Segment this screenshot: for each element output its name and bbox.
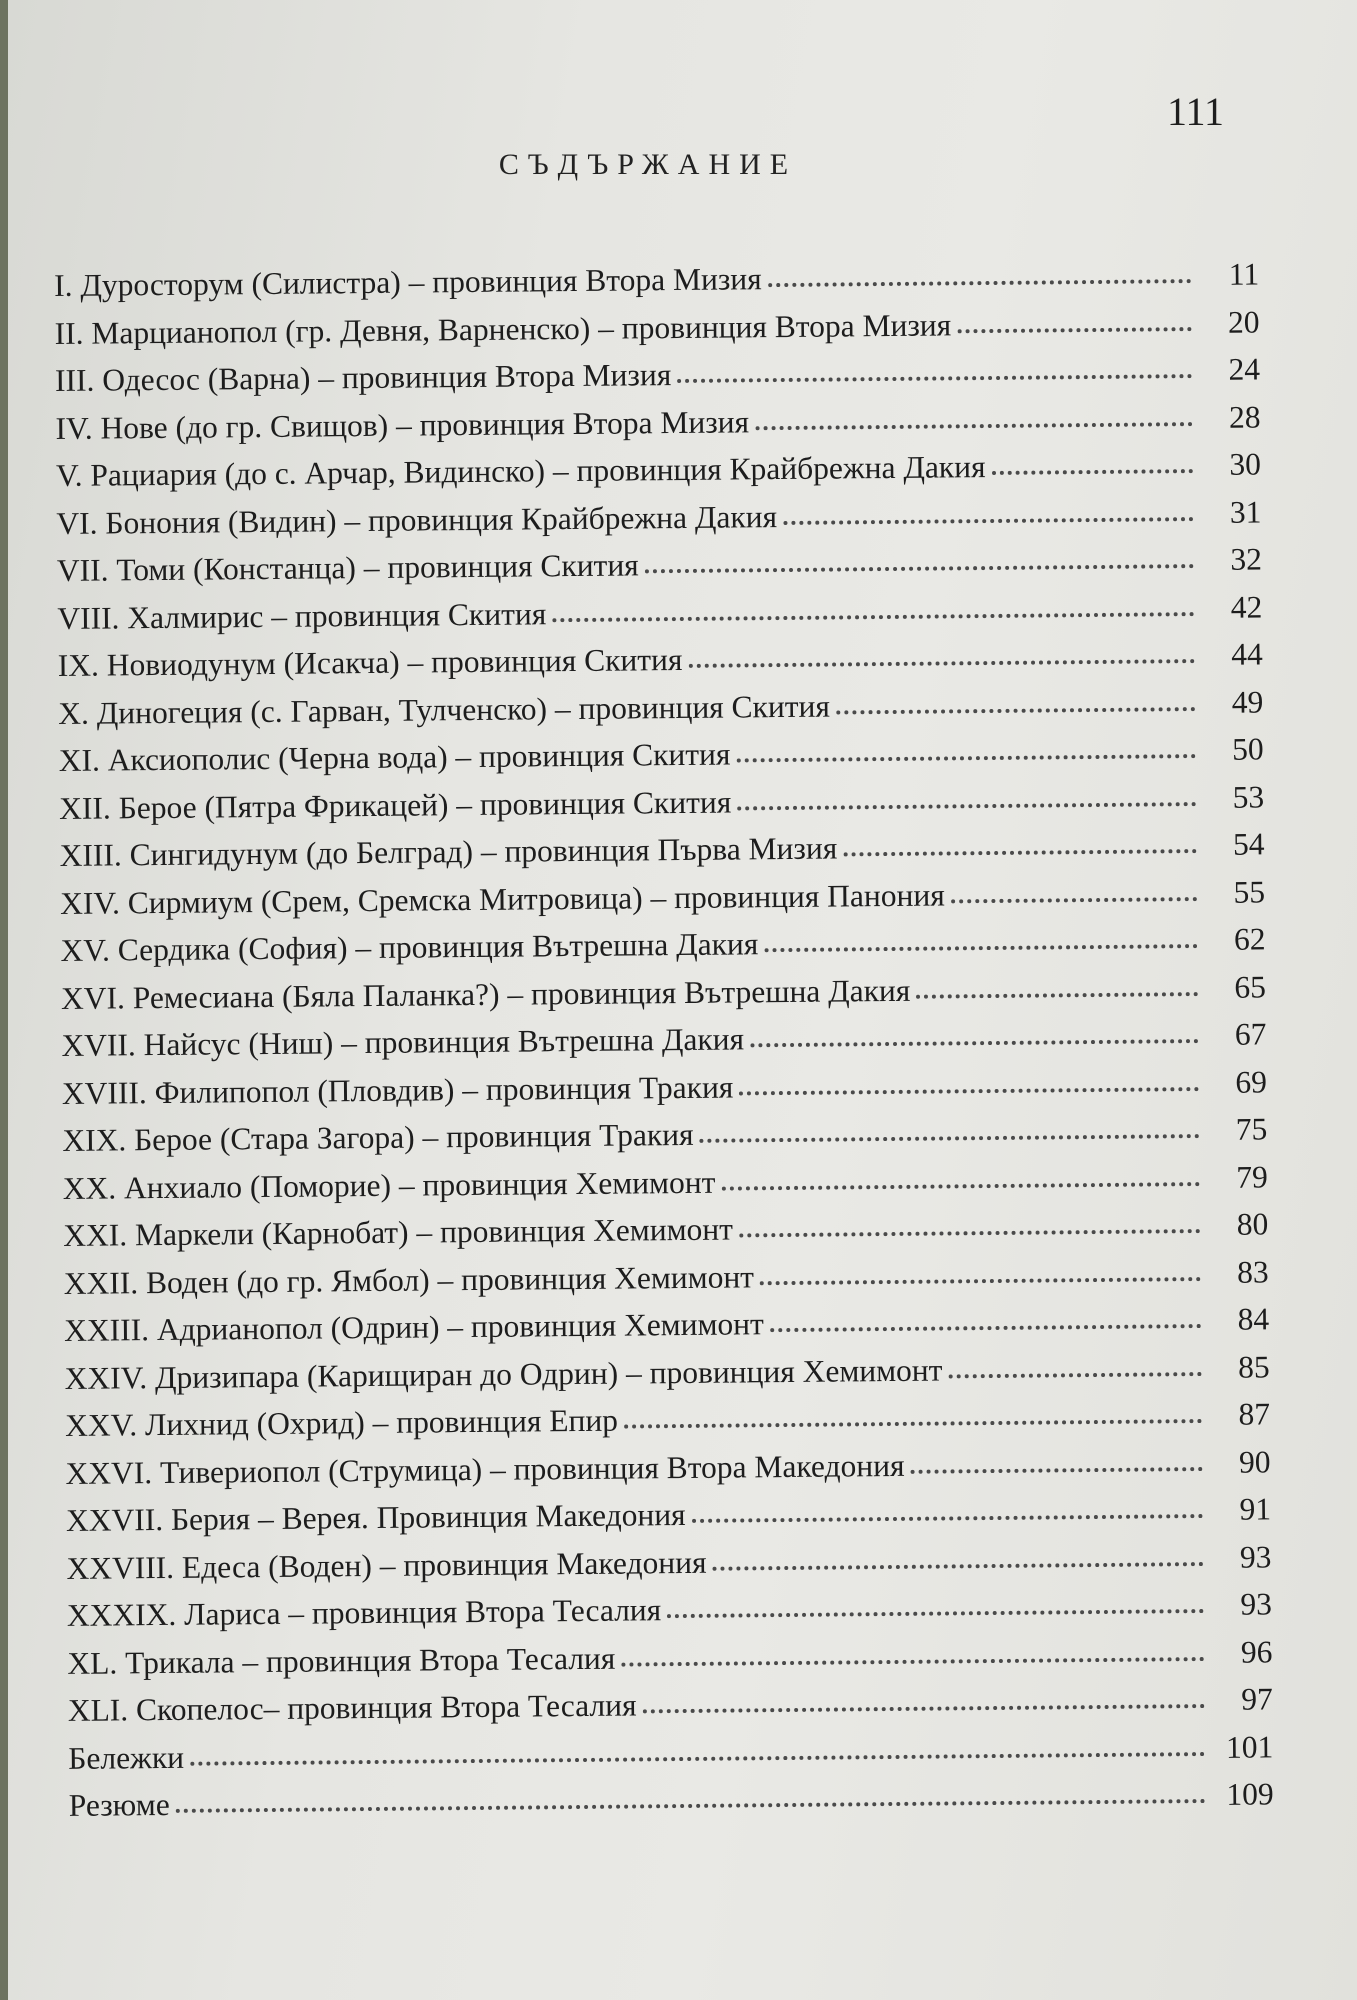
dot-leader	[949, 1372, 1202, 1378]
dot-leader	[677, 374, 1192, 383]
page-number: 111	[1166, 89, 1224, 134]
toc-entry	[69, 1776, 1274, 1835]
toc-entry-page-number: 11	[1228, 256, 1260, 292]
toc-entry-label: XL. Трикала – провинция Втора Тесалия	[67, 1640, 616, 1681]
toc-entry-label: XV. Сердика (София) – провинция Вътрешна Дакия	[60, 926, 759, 968]
dot-leader	[736, 754, 1195, 762]
dot-leader	[843, 849, 1196, 856]
toc-entry-page-number: 53	[1232, 778, 1265, 815]
toc-entry-label: IX. Новиодунум (Исакча) – провинция Скития	[57, 641, 683, 683]
toc-entry-page-number: 31	[1229, 493, 1262, 530]
toc-entry-page-number: 109	[1226, 1776, 1274, 1812]
table-of-contents	[54, 256, 1274, 1835]
dot-leader	[739, 1087, 1199, 1095]
dot-leader	[688, 659, 1194, 668]
book-page	[8, 0, 1357, 2000]
toc-entry-page-number: 24	[1228, 351, 1261, 387]
toc-entry-page-number: 69	[1235, 1063, 1268, 1100]
toc-entry-label: Бележки	[68, 1739, 185, 1776]
toc-entry-label: XI. Аксиополис (Черна вода) – провинция Скития	[58, 736, 731, 778]
dot-leader	[190, 1752, 1205, 1766]
dot-leader	[957, 327, 1191, 333]
toc-entry-label: II. Марцианопол (гр. Девня, Варненско) – провинция Втора Мизия	[54, 306, 952, 351]
toc-entry-page-number: 91	[1239, 1491, 1272, 1527]
dot-leader	[951, 897, 1197, 903]
toc-entry-page-number: 20	[1227, 303, 1260, 340]
dot-leader	[712, 1562, 1203, 1571]
toc-entry-page-number: 55	[1233, 873, 1266, 910]
toc-entry-page-number: 85	[1237, 1348, 1270, 1385]
toc-entry-label: XXVII. Берия – Верея. Провинция Македония	[65, 1496, 686, 1538]
dot-leader	[760, 1277, 1201, 1285]
dot-leader	[764, 944, 1197, 952]
toc-entry-label: XXIV. Дризипара (Карищиран до Одрин) – провинция Хемимонт	[64, 1352, 943, 1396]
toc-entry-page-number: 83	[1237, 1253, 1269, 1290]
toc-entry-label: XVI. Ремесиана (Бяла Паланка?) – провинция Вътрешна Дакия	[60, 972, 911, 1016]
dot-leader	[667, 1609, 1204, 1618]
toc-entry-page-number: 32	[1230, 541, 1263, 577]
dot-leader	[992, 469, 1193, 475]
dot-leader	[739, 1229, 1200, 1237]
toc-entry-label: III. Одесос (Варна) – провинция Втора Мизия	[54, 357, 672, 398]
toc-entry-label: XXI. Маркели (Карнобат) – провинция Хемимонт	[63, 1211, 734, 1253]
dot-leader	[737, 802, 1196, 810]
toc-entry-label: IV. Нове (до гр. Свищов) – провинция Втора Мизия	[55, 403, 750, 446]
toc-entry-label: XIII. Сингидунум (до Белград) – провинция Първа Мизия	[59, 830, 838, 873]
toc-entry-label: VI. Бонония (Видин) – провинция Крайбрежна Дакия	[56, 498, 778, 541]
dot-leader	[750, 1039, 1198, 1047]
dot-leader	[645, 564, 1194, 573]
toc-entry-page-number: 96	[1240, 1633, 1273, 1670]
toc-entry-page-number: 50	[1232, 731, 1264, 767]
toc-entry-page-number: 30	[1229, 446, 1262, 482]
toc-entry-page-number: 87	[1238, 1396, 1271, 1432]
toc-entry-page-number: 84	[1237, 1301, 1270, 1337]
toc-entry-page-number: 97	[1241, 1681, 1273, 1717]
toc-entry-label: XXVI. Тивериопол (Струмица) – провинция Втора Македония	[65, 1447, 905, 1491]
toc-entry-page-number: 54	[1232, 826, 1265, 862]
dot-leader	[836, 707, 1195, 714]
dot-leader	[916, 992, 1198, 999]
toc-entry-label: XIX. Берое (Стара Загора) – провинция Тракия	[62, 1116, 694, 1158]
toc-entry-label: XXXIX. Лариса – провинция Втора Тесалия	[66, 1592, 662, 1633]
toc-entry-label: V. Рациария (до с. Арчар, Видинско) – провинция Крайбрежна Дакия	[55, 449, 986, 493]
dot-leader	[643, 1704, 1205, 1713]
toc-entry-label: Резюме	[68, 1786, 170, 1823]
toc-entry-page-number: 79	[1236, 1158, 1268, 1195]
toc-entry-page-number: 67	[1234, 1016, 1267, 1052]
dot-leader	[624, 1419, 1202, 1429]
toc-entry-label: XXII. Воден (до гр. Ямбол) – провинция Хемимонт	[63, 1258, 755, 1301]
dot-leader	[911, 1467, 1203, 1474]
dot-leader	[700, 1134, 1200, 1143]
toc-entry-label: XX. Анхиало (Поморие) – провинция Хемимонт	[62, 1164, 716, 1206]
toc-entry-label: XVII. Найсус (Ниш) – провинция Вътрешна Дакия	[61, 1021, 745, 1063]
toc-entry-label: X. Диногеция (с. Гарван, Тулченско) – провинция Скития	[58, 688, 831, 731]
toc-entry-page-number: 93	[1239, 1538, 1272, 1575]
dot-leader	[770, 1324, 1201, 1332]
dot-leader	[721, 1182, 1199, 1191]
toc-entry-page-number: 65	[1234, 968, 1267, 1005]
dot-leader	[755, 422, 1192, 430]
dot-leader	[176, 1799, 1206, 1813]
toc-entry-label: XII. Берое (Пятра Фрикацей) – провинция Скития	[59, 784, 732, 826]
page-title: СЪДЪРЖАНИЕ	[498, 148, 798, 181]
dot-leader	[552, 612, 1194, 622]
dot-leader	[783, 517, 1193, 525]
toc-entry-label: XIV. Сирмиум (Срем, Сремска Митровица) – провинция Панония	[59, 876, 945, 921]
toc-entry-page-number: 62	[1233, 921, 1266, 957]
toc-entry-label: XXIII. Адрианопол (Одрин) – провинция Хемимонт	[64, 1306, 764, 1348]
toc-entry-page-number: 49	[1231, 683, 1264, 720]
toc-entry-page-number: 75	[1235, 1111, 1268, 1147]
dot-leader	[621, 1657, 1204, 1667]
toc-entry-label: VIII. Халмирис – провинция Скития	[57, 595, 547, 636]
toc-entry-label: I. Дуросторум (Силистра) – провинция Втора Мизия	[54, 261, 762, 303]
toc-entry-page-number: 93	[1240, 1586, 1273, 1622]
toc-entry-label: XXV. Лихнид (Охрид) – провинция Епир	[64, 1402, 619, 1443]
toc-entry-label: XVIII. Филипопол (Пловдив) – провинция Тракия	[61, 1069, 734, 1111]
toc-entry-page-number: 90	[1238, 1443, 1271, 1480]
toc-entry-label: XXVIII. Едеса (Воден) – провинция Македония	[66, 1544, 707, 1586]
toc-entry-label: XLI. Скопелос– провинция Втора Тесалия	[67, 1687, 637, 1728]
toc-entry-page-number: 42	[1230, 588, 1263, 625]
dot-leader	[692, 1514, 1203, 1523]
toc-entry-page-number: 28	[1228, 398, 1261, 435]
toc-entry-page-number: 80	[1236, 1206, 1269, 1242]
dot-leader	[768, 279, 1192, 287]
toc-entry-label: VII. Томи (Констанца) – провинция Скития	[56, 547, 639, 588]
toc-entry-page-number: 101	[1225, 1728, 1274, 1765]
toc-entry-page-number: 44	[1231, 636, 1263, 672]
